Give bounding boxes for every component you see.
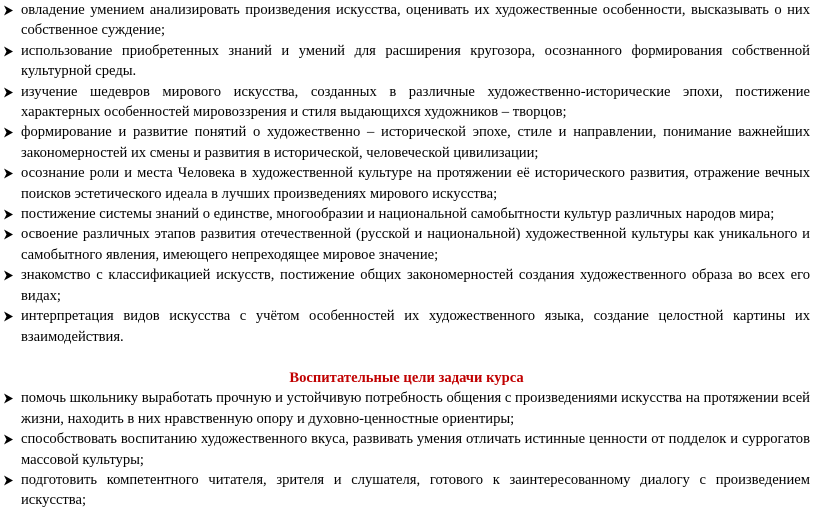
list-item [3, 163, 810, 204]
arrow-bullet-icon [3, 434, 14, 445]
section-heading: Воспитательные цели задачи курса [289, 369, 524, 386]
list-item [3, 224, 810, 265]
list-item-text: помочь школьнику выработать прочную и устойчивую потребность общения с произведениями искусства на протяжении всей жизни, находить в них нравственную опору и духовно-ценностные ориентиры; [21, 390, 810, 427]
list-item [3, 122, 810, 163]
arrow-bullet-icon [3, 475, 14, 486]
list-item [3, 306, 810, 347]
educational-goals-list [3, 388, 810, 510]
list-item [3, 0, 810, 41]
list-item-text: интерпретация видов искусства с учётом особенностей их художественного языка, создание целостной картины их взаимодействия. [21, 308, 810, 345]
list-item-text: овладение умением анализировать произведения искусства, оценивать их художественные особенности, высказывать о них собственное суждение; [21, 2, 810, 39]
learning-goals-list [3, 0, 810, 347]
list-item [3, 470, 810, 511]
list-item-text: использование приобретенных знаний и умений для расширения кругозора, осознанного формирования собственной культурной среды. [21, 42, 810, 80]
list-item-text: постижение системы знаний о единстве, многообразии и национальной самобытности культур различных народов мира; [21, 206, 775, 223]
arrow-bullet-icon [3, 127, 14, 138]
arrow-bullet-icon [3, 5, 14, 16]
list-item-text: формирование и развитие понятий о художественно – исторической эпохе, стиле и направлении, понимание важнейших закономерностей их смены и развития в исторической, человеческой цивилизации; [21, 124, 810, 161]
section-spacer [3, 347, 810, 368]
list-item [3, 41, 810, 82]
list-item [3, 82, 810, 123]
arrow-bullet-icon [3, 46, 14, 57]
list-item [3, 429, 810, 470]
arrow-bullet-icon [3, 209, 14, 220]
list-item-text: способствовать воспитанию художественного вкуса, развивать умения отличать истинные ценности от подделок и суррогатов массовой культуры; [21, 431, 810, 468]
arrow-bullet-icon [3, 87, 14, 98]
arrow-bullet-icon [3, 229, 14, 240]
arrow-bullet-icon [3, 311, 14, 322]
arrow-bullet-icon [3, 393, 14, 404]
list-item-text: изучение шедевров мирового искусства, созданных в различные художественно-исторические эпохи, постижение характерных особенностей мировоззрения и стиля выдающихся художников – творцов; [21, 83, 810, 121]
list-item [3, 265, 810, 306]
list-item [3, 204, 810, 224]
list-item-text: знакомство с классификацией искусств, постижение общих закономерностей создания художественного образа во всех его видах; [21, 267, 810, 304]
list-item-text: осознание роли и места Человека в художественной культуре на протяжении её исторического развития, отражение вечных поисков эстетического идеала в лучших произведениях мирового искусства; [21, 165, 810, 202]
arrow-bullet-icon [3, 168, 14, 179]
list-item-text: освоение различных этапов развития отечественной (русской и национальной) художественной культуры как уникального и самобытного явления, имеющего непреходящее мировое значение; [21, 226, 810, 263]
list-item-text: подготовить компетентного читателя, зрителя и слушателя, готового к заинтересованному диалогу с произведением искусства; [21, 471, 810, 509]
list-item [3, 388, 810, 429]
arrow-bullet-icon [3, 270, 14, 281]
